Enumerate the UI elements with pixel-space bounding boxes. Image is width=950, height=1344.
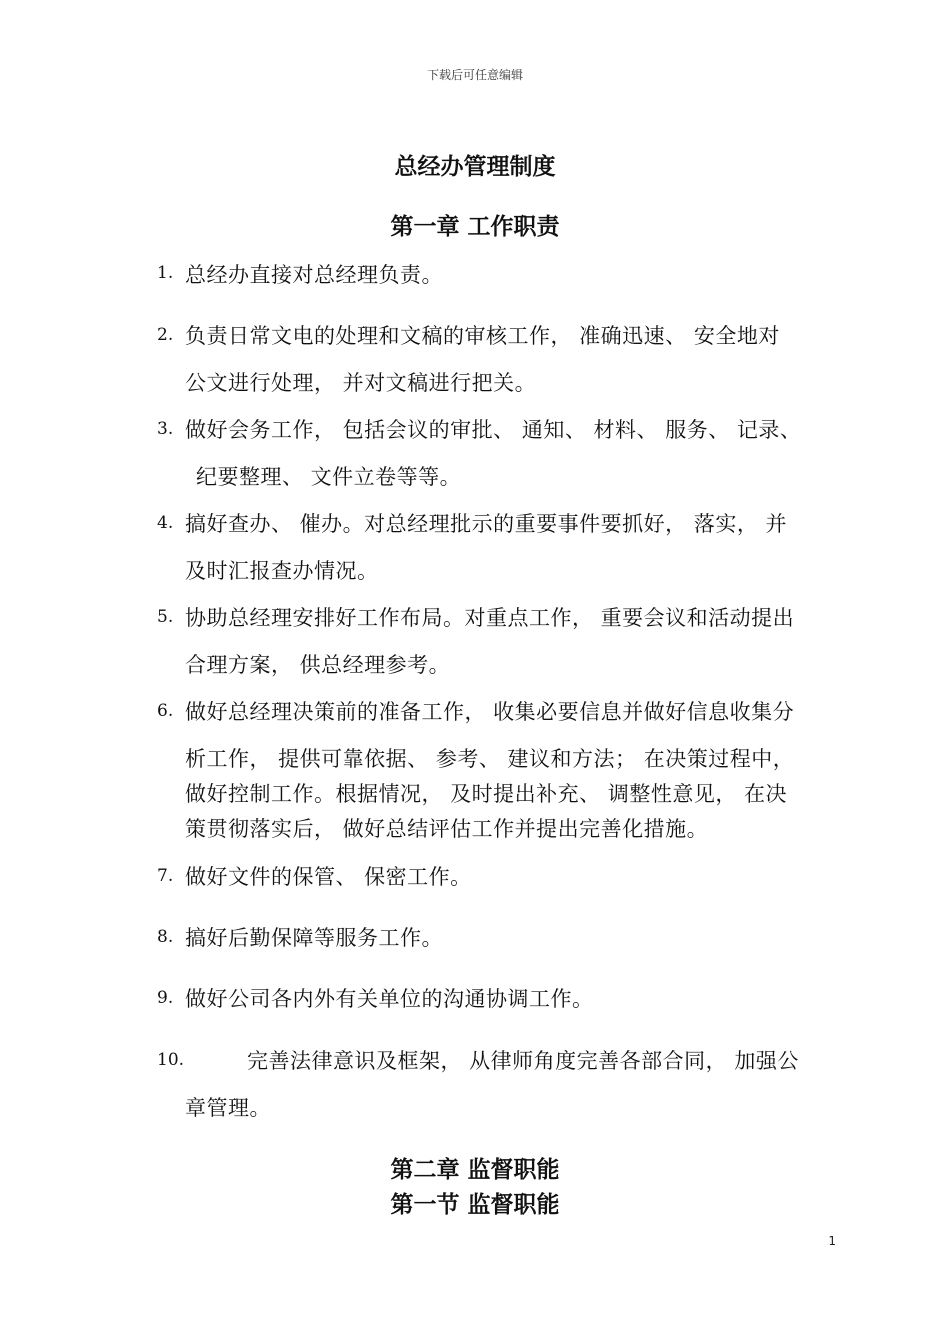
chapter-heading-2: 第二章 监督职能 — [390, 1157, 560, 1183]
item-text: 章管理。 — [185, 1096, 271, 1120]
item-text: 做好会务工作， 包括会议的审批、 通知、 材料、 服务、 记录、 — [185, 418, 802, 442]
item-number: 1. — [157, 263, 174, 283]
item-number: 3. — [157, 419, 174, 439]
item-text: 公文进行处理， 并对文稿进行把关。 — [185, 371, 537, 395]
item-number: 6. — [157, 701, 174, 721]
header-note: 下载后可任意编辑 — [426, 68, 523, 82]
item-text: 搞好后勤保障等服务工作。 — [185, 926, 443, 950]
item-number: 9. — [157, 988, 174, 1008]
item-number: 5. — [157, 607, 174, 627]
section-heading-1: 第一节 监督职能 — [390, 1192, 560, 1218]
item-text: 策贯彻落实后， 做好总结评估工作并提出完善化措施。 — [185, 817, 709, 841]
item-text: 及时汇报查办情况。 — [185, 559, 379, 583]
item-number: 8. — [157, 927, 174, 947]
item-text: 总经办直接对总经理负责。 — [185, 263, 443, 287]
item-text: 做好公司各内外有关单位的沟通协调工作。 — [185, 987, 594, 1011]
item-text: 析工作， 提供可靠依据、 参考、 建议和方法； 在决策过程中， — [185, 747, 795, 771]
item-number: 10. — [157, 1050, 185, 1070]
page-number: 1 — [828, 1234, 836, 1248]
chapter-heading-1: 第一章 工作职责 — [390, 214, 560, 240]
item-number: 2. — [157, 325, 174, 345]
item-number: 4. — [157, 513, 174, 533]
item-text: 搞好查办、 催办。对总经理批示的重要事件要抓好， 落实， 并 — [185, 512, 788, 536]
item-text: 做好总经理决策前的准备工作， 收集必要信息并做好信息收集分 — [185, 700, 795, 724]
item-text: 负责日常文电的处理和文稿的审核工作， 准确迅速、 安全地对 — [185, 324, 780, 348]
item-number: 7. — [157, 866, 174, 886]
item-text: 完善法律意识及框架， 从律师角度完善各部合同， 加强公 — [247, 1049, 799, 1073]
item-text: 纪要整理、 文件立卷等等。 — [196, 465, 462, 489]
item-text: 协助总经理安排好工作布局。对重点工作， 重要会议和活动提出 — [185, 606, 795, 630]
document-title: 总经办管理制度 — [394, 154, 556, 180]
item-text: 合理方案， 供总经理参考。 — [185, 653, 451, 677]
item-text: 做好控制工作。根据情况， 及时提出补充、 调整性意见， 在决 — [185, 782, 788, 806]
item-text: 做好文件的保管、 保密工作。 — [185, 865, 472, 889]
